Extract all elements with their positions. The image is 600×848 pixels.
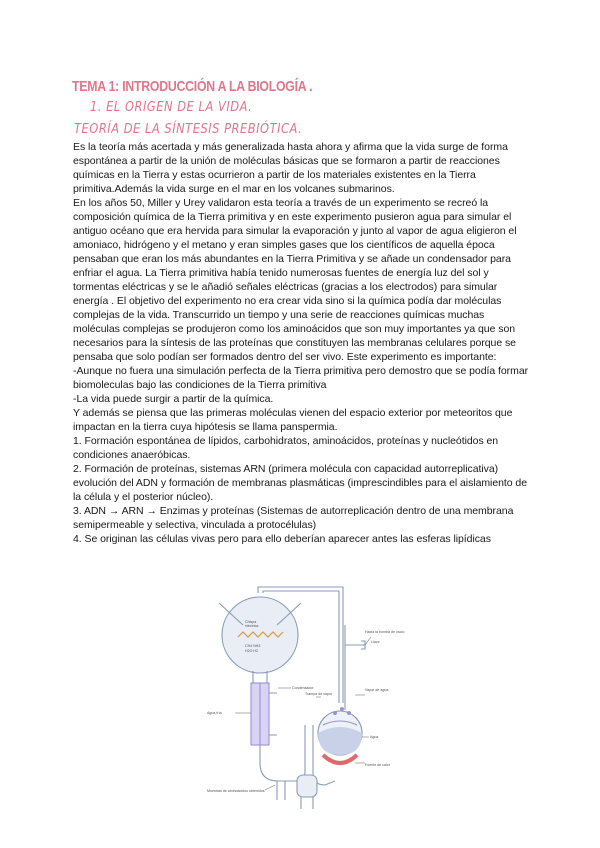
doc-subtitle: 1. EL ORIGEN DE LA VIDA. bbox=[90, 99, 253, 115]
flask-label-3: Chispa bbox=[245, 620, 257, 624]
label-llave: Llave bbox=[371, 640, 380, 644]
label-fuente: Fuente de calor bbox=[365, 763, 390, 767]
section-heading: TEORÍA DE LA SÍNTESIS PREBIÓTICA. bbox=[74, 121, 303, 137]
stopcock-icon bbox=[345, 641, 365, 649]
label-agua: Agua bbox=[370, 735, 379, 739]
label-trampa: Trampa de vapor bbox=[305, 692, 333, 696]
label-vapor: Vapor de agua bbox=[365, 688, 389, 692]
label-vacio: Hacia la bomba de vacío bbox=[365, 630, 405, 634]
paragraph-panspermia: Y además se piensa que las primeras moléculas vienen del espacio exterior por meteoritos que impactan en la tierra cuya hipótesis se llama panspermia. bbox=[73, 407, 513, 433]
label-agua-fria: Agua fría bbox=[207, 711, 222, 715]
list-item-3: 3. ADN → ARN → Enzimas y proteínas (Sistemas de autorreplicación dentro de una membrana semipermeable y selectiva, vinculada a protocélulas) bbox=[73, 505, 514, 531]
paragraph-point-2: -La vida puede surgir a partir de la química. bbox=[73, 393, 274, 405]
body-text bbox=[73, 140, 533, 546]
list-item-4: 4. Se originan las células vivas pero para ello deberían aparecer antes las esferas lipídicas bbox=[73, 533, 491, 545]
list-item-2: 2. Formación de proteínas, sistemas ARN (primera molécula con capacidad autorreplicativa) evolución del ADN y formación de membranas plasmáticas (imprescindibles para el aislamiento de la célula y el posterior núcleo). bbox=[73, 463, 528, 503]
sample-trap bbox=[297, 775, 317, 797]
paragraph-intro: Es la teoría más acertada y más generalizada hasta ahora y afirma que la vida surge de forma espontánea a partir de la unión de moléculas básicas que se formaron a partir de reacciones químicas en la Tierra y estas ocurrieron a partir de los materiales existentes en la Tierra primitiva.Además la vida surge en el mar en los volcanes submarinos. bbox=[73, 141, 508, 195]
flask-label-4: eléctrica bbox=[245, 624, 259, 628]
flask-label-1: CH4 NH3 bbox=[245, 644, 261, 648]
paragraph-miller-urey: En los años 50, Miller y Urey validaron esta teoría a través de un experimento se recreó la composición química de la Tierra primitiva y en este experimento pusieron agua para simular el antiguo océano que era hervida para simular la evaporación y junto al vapor de agua eligieron el amoniaco, hidrógeno y el metano y eran simples gases que los científicos de aquella época pensaban que eran los más abundantes en la Tierra Primitiva y se añade un condensador para enfriar el agua. La Tierra primitiva había tenido numerosas fuentes de energía luz del sol y tormentas eléctricas y se le añadió señales eléctricas (gracias a los electrodos) para simular energía . El objetivo del experimento no era crear vida sino si la química podía dar moléculas complejas de la vida. Transcurrido un tiempo y una serie de reacciones químicas muchas moléculas complejas se produjeron como los aminoácidos que son muy importantes ya que son necesarios para la síntesis de las proteínas que constituyen las membranas celulares porque se pensaba que solo podían ser formados dentro del ser vivo. Este experimento es importante: bbox=[73, 197, 517, 363]
doc-title: TEMA 1: INTRODUCCIÓN A LA BIOLOGÍA . bbox=[72, 78, 313, 95]
label-condensador: Condensador bbox=[292, 686, 314, 690]
list-item-1: 1. Formación espontánea de lípidos, carbohidratos, aminoácidos, proteínas y nucleótidos en condiciones anaeróbicas. bbox=[73, 435, 499, 461]
label-muestras: Muestras de aminoácidos obtenidos bbox=[207, 789, 265, 793]
paragraph-point-1: -Aunque no fuera una simulación perfecta de la Tierra primitiva pero demostro que se podía formar biomoleculas bajo las condiciones de la Tierra primitiva bbox=[73, 365, 529, 391]
heat-source-icon bbox=[323, 755, 357, 763]
flask-label-2: H2O H2 bbox=[245, 649, 258, 653]
miller-urey-diagram bbox=[205, 585, 405, 813]
